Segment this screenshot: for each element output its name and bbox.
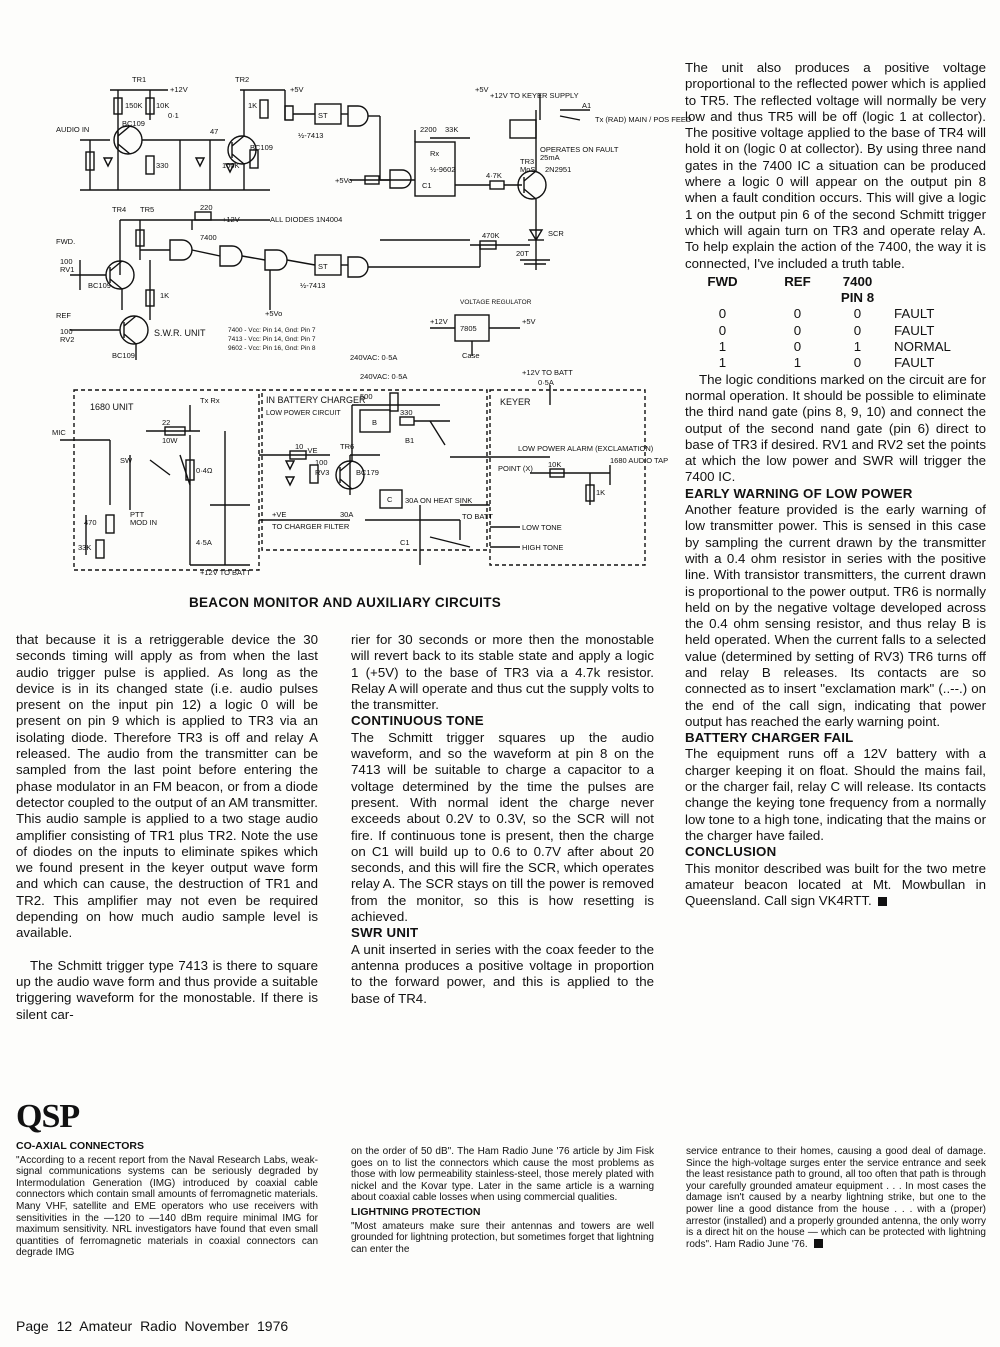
- svg-text:-VE: -VE: [305, 446, 318, 455]
- svg-text:A1: A1: [582, 101, 592, 110]
- svg-text:+5V: +5V: [290, 85, 304, 94]
- svg-text:7400: 7400: [200, 233, 217, 242]
- right-column: [685, 60, 986, 909]
- svg-text:0·1: 0·1: [168, 111, 179, 120]
- schematic-bottom: [50, 365, 680, 580]
- coax-paragraph: "According to a recent report from the Naval Research Labs, weak-signal communications systems can be seriously degraded by Intermodulation Generation (IMG) introduced by coaxial cable connectors which contain small amounts of ferromagnetic materials. Many VHF, satellite and EME operators who use receivers with sensitivities in the —120 to —140 dBm require minimal IMG for maximum sensitivity. NRL investigators have found that even small quantities of ferromagnetic materials in coaxial connectors can degrade IMG: [16, 1154, 318, 1259]
- page-footer: Page 12 Amateur Radio November 1976: [16, 1318, 289, 1334]
- svg-text:470: 470: [84, 518, 97, 527]
- svg-text:KEYER: KEYER: [500, 397, 531, 407]
- svg-text:330: 330: [156, 161, 169, 170]
- svg-text:25mA: 25mA: [540, 153, 560, 162]
- svg-text:½-7413: ½-7413: [298, 131, 324, 140]
- svg-text:+12V: +12V: [222, 215, 240, 224]
- heading-swr-unit: SWR UNIT: [351, 925, 419, 941]
- svg-text:Tx Rx: Tx Rx: [200, 396, 220, 405]
- svg-text:TR3: TR3: [520, 157, 535, 166]
- svg-text:100K: 100K: [222, 161, 240, 170]
- svg-text:22: 22: [162, 418, 171, 427]
- svg-text:TR5: TR5: [140, 205, 155, 214]
- svg-text:TR4: TR4: [112, 205, 127, 214]
- svg-text:RV1: RV1: [60, 265, 75, 274]
- svg-text:+12V TO BATT: +12V TO BATT: [200, 568, 251, 577]
- svg-text:Rx: Rx: [430, 149, 440, 158]
- svg-text:7413 - Vcc: Pin 14, Gnd: Pin 7: 7413 - Vcc: Pin 14, Gnd: Pin 7: [228, 336, 316, 343]
- svg-text:C1: C1: [400, 538, 410, 547]
- svg-text:10K: 10K: [156, 101, 170, 110]
- svg-text:BC179: BC179: [356, 468, 379, 477]
- svg-text:470K: 470K: [482, 231, 500, 240]
- svg-text:LOW POWER ALARM (EXCLAMATION): LOW POWER ALARM (EXCLAMATION): [518, 444, 654, 453]
- svg-text:+12V: +12V: [430, 317, 448, 326]
- svg-text:1K: 1K: [248, 101, 258, 110]
- right-paragraph-4: The equipment runs off a 12V battery with a charger keeping it on float. Should the mains fail, or the charger fail, relay C will release. Its contacts change the keying tone frequency from a normally low tone to a high tone, indicating that the mains or the charger have failed.: [685, 746, 986, 843]
- svg-text:C1: C1: [422, 181, 432, 190]
- svg-text:2N2951: 2N2951: [545, 165, 572, 174]
- svg-text:FWD.: FWD.: [56, 237, 76, 246]
- svg-text:2200: 2200: [420, 125, 437, 134]
- svg-text:LOW TONE: LOW TONE: [522, 523, 562, 532]
- svg-text:1680 UNIT: 1680 UNIT: [90, 402, 134, 412]
- svg-text:Case: Case: [462, 351, 480, 360]
- svg-text:+12V: +12V: [170, 85, 188, 94]
- svg-text:BC109: BC109: [122, 119, 145, 128]
- svg-text:+VE: +VE: [272, 510, 287, 519]
- svg-text:220: 220: [200, 203, 213, 212]
- svg-text:+5Vo: +5Vo: [335, 176, 353, 185]
- heading-battery-charger-fail: BATTERY CHARGER FAIL: [685, 730, 854, 746]
- coax-continued-paragraph: on the order of 50 dB". The Ham Radio June '76 article by Jim Fisk goes on to list the connectors which cause the most problems as those with low permeability stainless-steel, those merely plated with nickel and the Kovar type. Later in the same article is a warning about coaxial cable losses when using commercial qualities.: [351, 1146, 654, 1204]
- svg-text:+12V TO BATT: +12V TO BATT: [522, 368, 573, 377]
- svg-text:SCR: SCR: [548, 229, 564, 238]
- right-paragraph-1: The unit also produces a positive voltage proportional to the reflected power which is applied to TR5. The reflected voltage will normally be very low and thus TR5 will be off (logic 1 at collector). The positive voltage applied to the base of TR4 will hold it on (logic 0 at collector). By using three nand gates in the 7400 IC a situation can be produced where a logic 0 will appear on the output pin 8 when a fault condition occurs. This will give a logic 1 on the output pin 6 of the second Schmitt trigger which will again turn on TR3 and operate relay A. To help explain the action of the 7400, the way it is connected, I've included a truth table.: [685, 60, 986, 271]
- svg-text:IN BATTERY CHARGER: IN BATTERY CHARGER: [266, 395, 366, 405]
- svg-text:10K: 10K: [548, 460, 562, 469]
- truth-table-header: 7400: [842, 273, 873, 289]
- svg-text:20T: 20T: [516, 249, 529, 258]
- svg-text:0·4Ω: 0·4Ω: [196, 466, 213, 475]
- svg-text:TR2: TR2: [235, 75, 250, 84]
- truth-table-header: PIN 8: [840, 290, 875, 306]
- svg-text:MOD IN: MOD IN: [130, 518, 158, 527]
- heading-coaxial-connectors: CO-AXIAL CONNECTORS: [16, 1140, 144, 1152]
- svg-text:OPERATES ON FAULT: OPERATES ON FAULT: [540, 145, 619, 154]
- middle-column: [351, 632, 654, 1007]
- svg-text:+5V: +5V: [522, 317, 536, 326]
- truth-table: [685, 274, 955, 372]
- svg-text:30A ON HEAT SINK: 30A ON HEAT SINK: [405, 496, 473, 505]
- left-column: [16, 632, 318, 1023]
- svg-text:RV2: RV2: [60, 335, 75, 344]
- svg-text:TR1: TR1: [132, 75, 147, 84]
- svg-text:100: 100: [60, 257, 73, 266]
- truth-table-header: FWD: [707, 273, 738, 289]
- svg-text:10: 10: [295, 442, 304, 451]
- svg-text:1K: 1K: [596, 488, 606, 497]
- svg-text:MIC: MIC: [52, 428, 66, 437]
- svg-text:1K: 1K: [160, 291, 170, 300]
- qsp-column-3: [686, 1146, 986, 1250]
- svg-text:BC109: BC109: [88, 281, 111, 290]
- svg-text:TO CHARGER FILTER: TO CHARGER FILTER: [272, 522, 350, 531]
- svg-text:0·5A: 0·5A: [538, 378, 554, 387]
- svg-text:VOLTAGE REGULATOR: VOLTAGE REGULATOR: [460, 299, 532, 306]
- svg-text:100: 100: [315, 458, 328, 467]
- svg-text:ALL DIODES 1N4004: ALL DIODES 1N4004: [270, 215, 343, 224]
- end-mark-icon: [814, 1239, 823, 1248]
- table-row: 0 0 0 FAULT: [718, 306, 935, 322]
- svg-text:ST: ST: [318, 111, 328, 120]
- svg-text:S.W.R. UNIT: S.W.R. UNIT: [154, 328, 206, 338]
- svg-text:1680 AUDIO TAP: 1680 AUDIO TAP: [610, 456, 669, 465]
- svg-text:POINT (X): POINT (X): [498, 464, 533, 473]
- heading-early-warning: EARLY WARNING OF LOW POWER: [685, 485, 913, 501]
- left-paragraph-1: that because it is a retriggerable device the 30 seconds timing will apply as from when the last audio trigger pulse is applied. As long as the device is in its changed state (i.e. audio pulses present on the input pin 12) a logic 0 will be present on pin 9 which is applied to TR3 via an isolating diode. Therefore TR3 is off and relay A released. The audio from the transmitter can be sampled from the last point before entering the phase modulator in an FM beacon, or from a diode detector coupled to the output of an AM transmitter. This audio sample is applied to a two stage audio amplifier consisting of TR1 plus TR2. Note the use of diodes on the inputs to eliminate spikes which we found present in the keyer output wave form and which can cause, the destruction of TR1 and TR2. This amplifier may not even be required depending on how much audio sample level is available.: [16, 632, 318, 941]
- svg-text:AUDIO IN: AUDIO IN: [56, 125, 90, 134]
- svg-text:7805: 7805: [460, 324, 477, 333]
- svg-text:½-7413: ½-7413: [300, 281, 326, 290]
- qsp-column-2: [351, 1146, 654, 1255]
- svg-text:TO BATT: TO BATT: [462, 512, 493, 521]
- svg-text:SW: SW: [120, 456, 133, 465]
- schematic-top: [50, 60, 692, 370]
- qsp-column-1: [16, 1141, 318, 1259]
- svg-text:BC109: BC109: [112, 351, 135, 360]
- figure-caption: BEACON MONITOR AND AUXILIARY CIRCUITS: [188, 595, 502, 610]
- svg-text:500: 500: [360, 392, 373, 401]
- svg-text:4·5A: 4·5A: [196, 538, 212, 547]
- truth-table-header: REF: [784, 273, 811, 289]
- heading-lightning-protection: LIGHTNING PROTECTION: [351, 1205, 481, 1218]
- svg-text:B: B: [372, 418, 378, 427]
- svg-text:B1: B1: [405, 436, 415, 445]
- table-row: 1 0 1 NORMAL: [718, 339, 951, 355]
- svg-text:240VAC: 0·5A: 240VAC: 0·5A: [350, 353, 398, 362]
- svg-text:RV3: RV3: [315, 468, 330, 477]
- left-paragraph-2: The Schmitt trigger type 7413 is there to square up the audio wave form and thus provide a suitable triggering waveform for the monostable. If there is silent car-: [16, 957, 318, 1022]
- heading-continuous-tone: CONTINUOUS TONE: [351, 713, 484, 729]
- svg-text:30A: 30A: [340, 510, 354, 519]
- end-mark-icon: [878, 897, 887, 906]
- svg-text:+12V TO KEYER SUPPLY: +12V TO KEYER SUPPLY: [490, 91, 579, 100]
- lightning-continued-paragraph: service entrance to their homes, causing a good deal of damage. Since the high-voltage surges enter the service entrance and seek the least resistance path to ground, all too often that path is through your carefully grounded amateur equipment . . . In most cases the damage isn't caused by a nearby lightning strike, but one to the power line a good distance from the house . . . with a (proper) arrestor (installed) and a properly grounded antenna, the only worry is a direct hit on the house — which can be protected with lightning rods". Ham Radio June '76.: [686, 1146, 986, 1250]
- svg-text:+5V: +5V: [475, 85, 489, 94]
- lightning-paragraph: "Most amateurs make sure their antennas and towers are well grounded for lightning protection, but sometimes forget that lightning can enter the: [351, 1220, 654, 1255]
- svg-text:ST: ST: [318, 262, 328, 271]
- svg-text:100: 100: [60, 327, 73, 336]
- middle-paragraph-2: The Schmitt trigger squares up the audio waveform, and so the waveform at pin 8 on the 7413 will be suitable to charge a capacitor to a voltage determined by the time the pulses are present. With normal ident the charge never exceeds about 0.2V to 0.3V, so the SCR will not fire. If continuous tone is present, then the charge on C1 will build up to 0.6 to 0.7V after about 20 seconds, and this will fire the SCR, which operates relay A. The SCR stays on till the power is removed from the monitor, so this is how resetting is achieved.: [351, 729, 654, 925]
- right-paragraph-5: This monitor described was built for the two metre amateur beacon located at Mt. Mowbullan in Queensland. Call sign VK4RTT.: [685, 860, 986, 909]
- svg-text:33K: 33K: [445, 125, 459, 134]
- svg-text:330: 330: [400, 408, 413, 417]
- svg-text:Tx (RAD) MAIN / POS FEED: Tx (RAD) MAIN / POS FEED: [595, 115, 692, 124]
- middle-paragraph-1: rier for 30 seconds or more then the monostable will revert back to its stable state and apply a logic 1 (+5V) to the base of TR3 via a 4.7k resistor. Relay A will operate and thus cut the supply volts to the transmitter.: [351, 632, 654, 713]
- svg-text:½-9602: ½-9602: [430, 165, 456, 174]
- svg-text:150K: 150K: [125, 101, 143, 110]
- svg-text:240VAC: 0·5A: 240VAC: 0·5A: [360, 372, 408, 381]
- svg-text:9602 - Vcc: Pin 16, Gnd: Pin 8: 9602 - Vcc: Pin 16, Gnd: Pin 8: [228, 345, 316, 352]
- right-paragraph-3: Another feature provided is the early warning of low transmitter power. This is sensed in this case by sampling the current drawn by the transmitter with a 0.4 ohm resistor in series with the positive line. With transistor transmitters, the current drawn is proportional to the power output. TR6 is normally held on by the negative voltage developed across the 0.4 ohm sensing resistor, and thus relay B is held operated. When the current falls to a selected value (determined by setting of RV3) TR6 turns off and relay B releases. Its contacts are so connected as to insert "exclamation mark" (..--.) on the end of the call sign, indicating that power output has reached the early warning point.: [685, 502, 986, 729]
- svg-text:MoS: MoS: [520, 165, 536, 174]
- svg-text:HIGH TONE: HIGH TONE: [522, 543, 564, 552]
- table-row: 0 0 0 FAULT: [718, 322, 935, 338]
- svg-text:4·7K: 4·7K: [486, 171, 502, 180]
- svg-text:BC109: BC109: [250, 143, 273, 152]
- svg-text:10W: 10W: [162, 436, 178, 445]
- svg-text:47: 47: [210, 127, 219, 136]
- svg-text:LOW POWER CIRCUIT: LOW POWER CIRCUIT: [266, 410, 341, 417]
- svg-text:+5Vo: +5Vo: [265, 309, 283, 318]
- svg-text:PTT: PTT: [130, 510, 145, 519]
- middle-paragraph-3: A unit inserted in series with the coax feeder to the antenna produces a positive voltage in proportion to the forward power, and this is applied to the base of TR4.: [351, 941, 654, 1006]
- svg-text:REF: REF: [56, 311, 71, 320]
- qsp-logo: QSP: [16, 1098, 80, 1135]
- right-paragraph-2: The logic conditions marked on the circuit are for normal operation. It should be possible to eliminate the third nand gate (pins 8, 9, 10) and connect the output of the second nand gate (pin 6) direct to base of TR3 if desired. RV1 and RV2 set the points at which the low power and SWR will trigger the 7400 IC.: [685, 371, 986, 485]
- svg-text:TR6: TR6: [340, 442, 355, 451]
- svg-text:C: C: [387, 495, 393, 504]
- svg-text:7400 - Vcc: Pin 14, Gnd: Pin 7: 7400 - Vcc: Pin 14, Gnd: Pin 7: [228, 327, 316, 334]
- svg-text:33K: 33K: [78, 543, 92, 552]
- table-row: 1 1 0 FAULT: [718, 355, 935, 371]
- heading-conclusion: CONCLUSION: [685, 844, 777, 860]
